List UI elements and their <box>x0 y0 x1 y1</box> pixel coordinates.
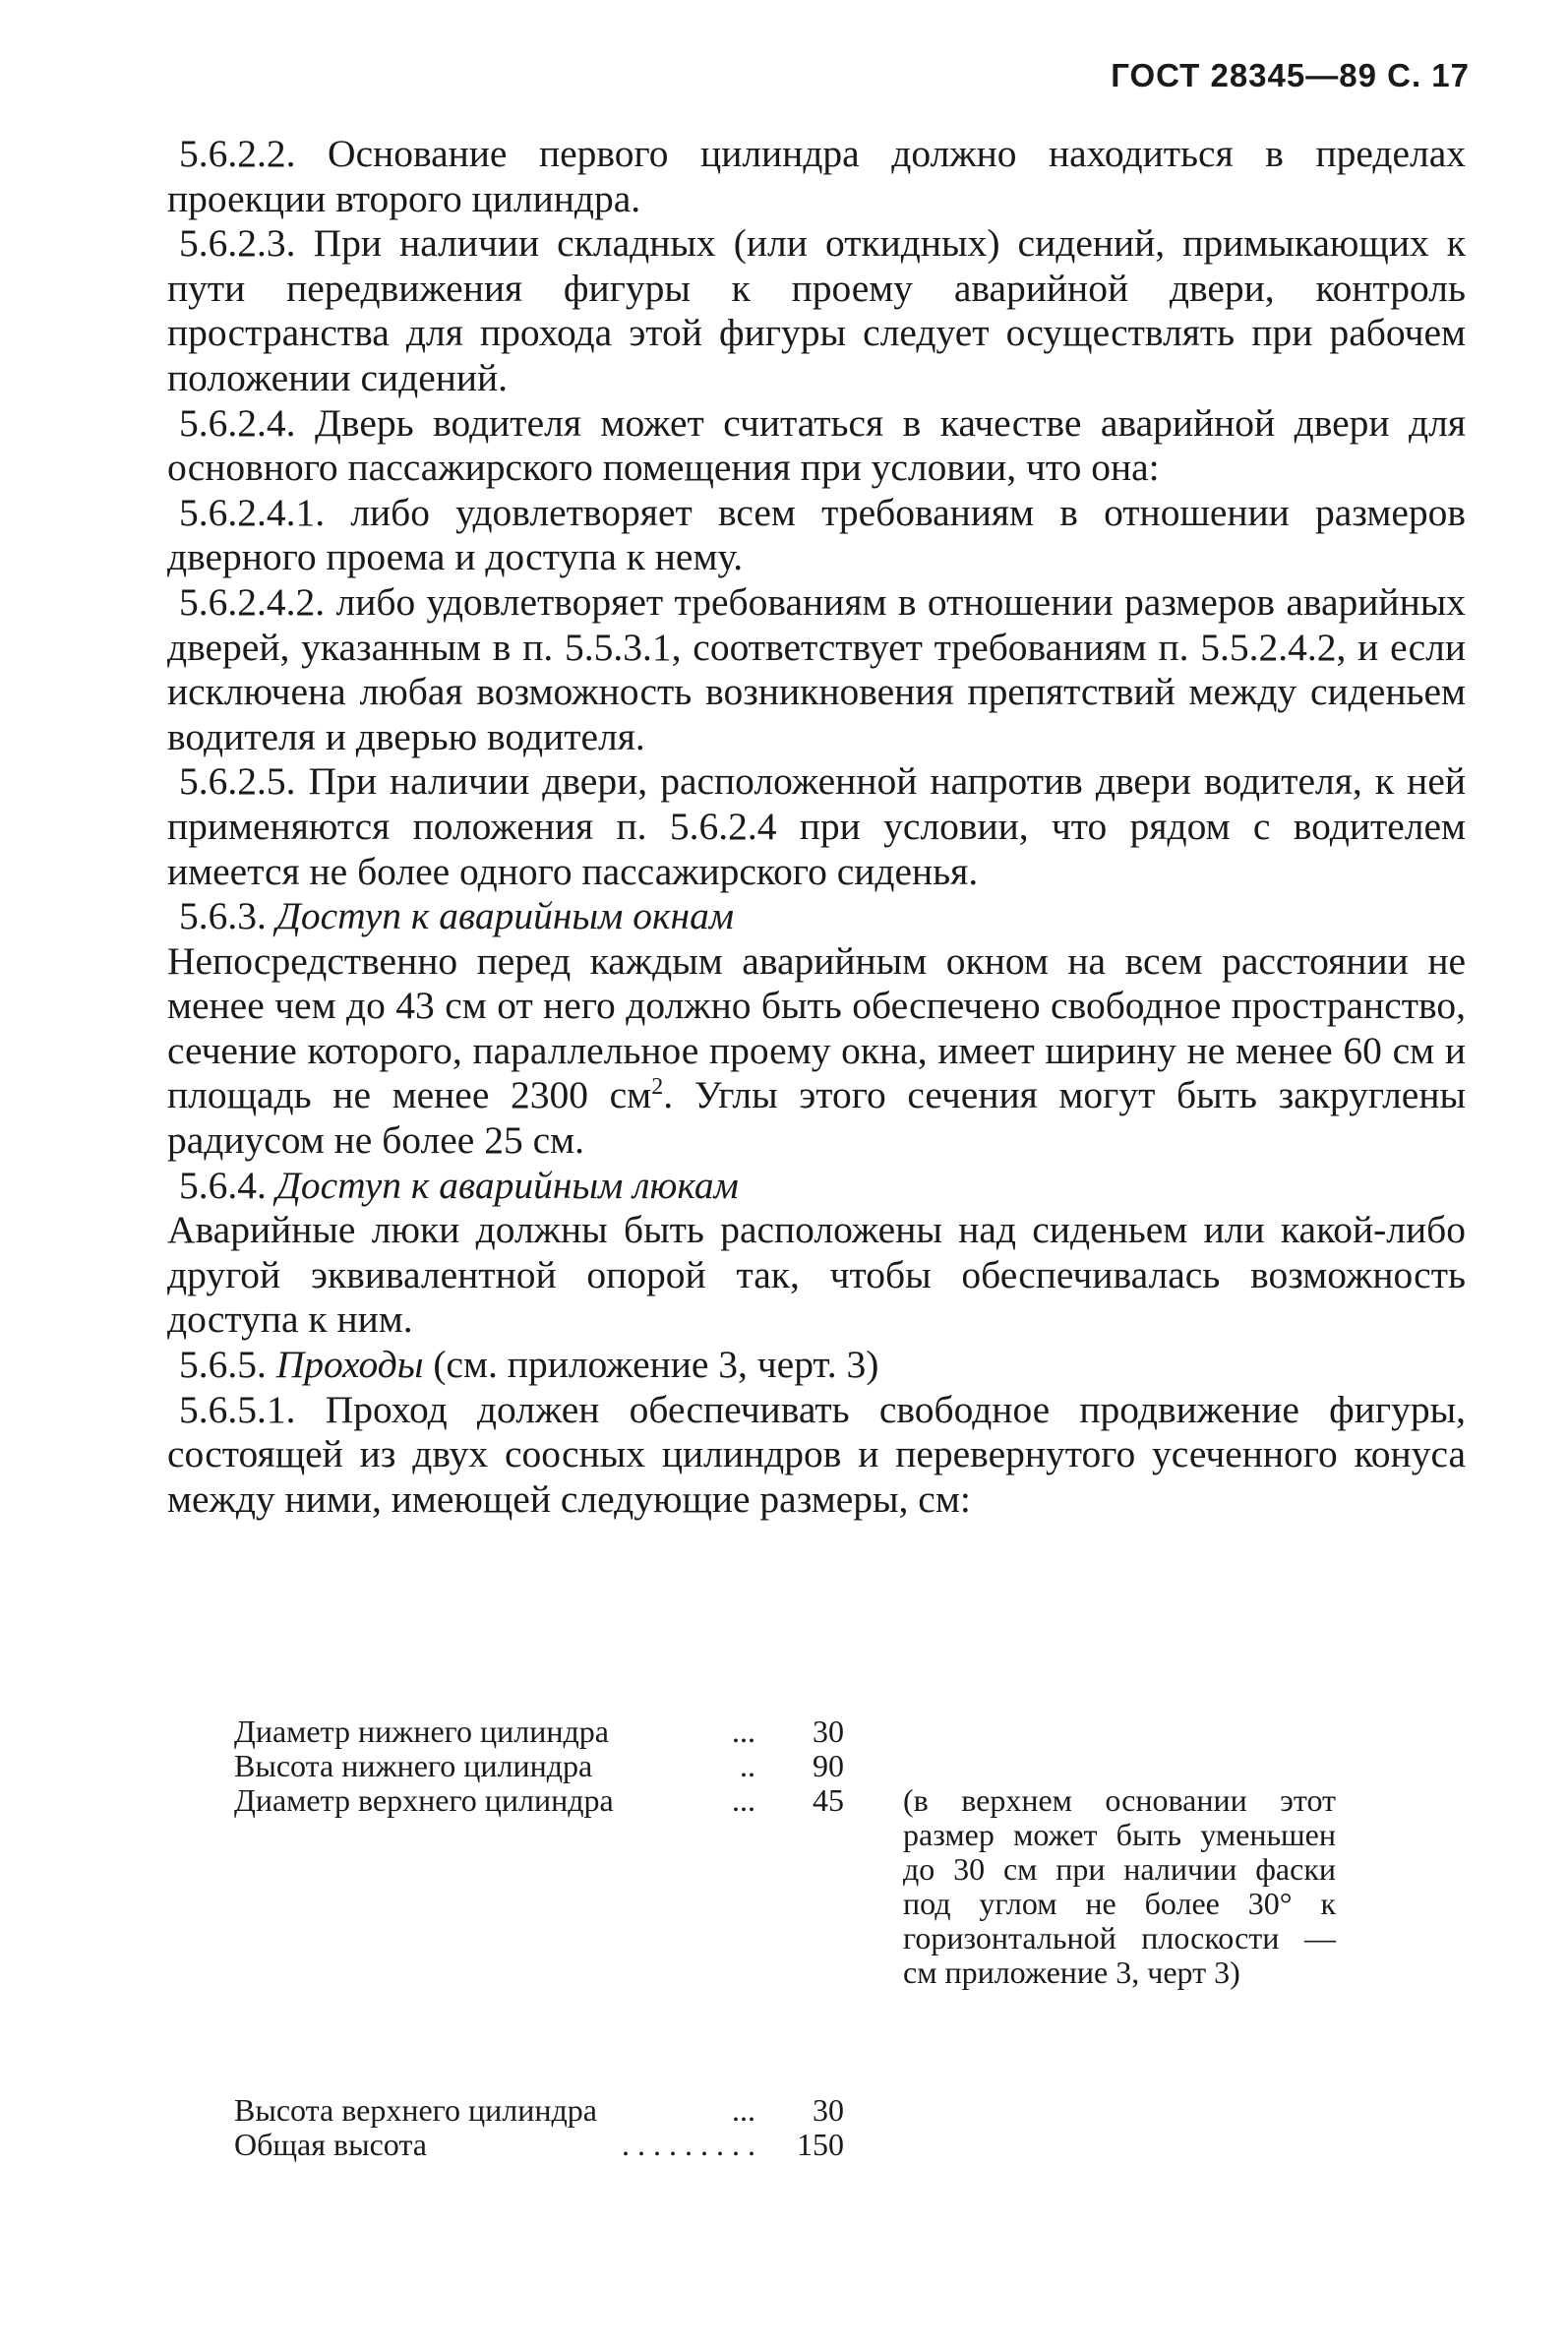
paragraph-5-6-2-4-2: 5.6.2.4.2. либо удовлетворяет требованиям в отношении размеров аварийных дверей, указанным в п. 5.5.3.1, соответствует требованиям п. 5.5.2.4.2, и если исключена любая возможность возникновения препятствий между сиденьем водителя и дверью водителя. <box>167 579 1466 758</box>
dimension-value: 150 <box>797 2127 844 2162</box>
section-number: 5.6.3. <box>179 894 267 938</box>
dimension-row <box>234 1714 1336 1749</box>
page-header: ГОСТ 28345—89 С. 17 <box>1111 57 1470 93</box>
section-number: 5.6.5. <box>179 1343 267 1387</box>
section-body-5-6-4: Аварийные люки должны быть расположены над сиденьем или какой-либо другой эквивалентной опорой так, чтобы обеспечивалась возможность доступа к ним. <box>167 1208 1466 1342</box>
section-body-text: Непосредственно перед каждым аварийным окном на всем расстоянии не менее чем до 43 см от него должно быть обеспечено свободное пространство, сечение которого, параллельное проему окна, имеет ширину не менее 60 см и площадь не менее 2300 см <box>167 938 1466 1117</box>
dimension-dots: . . . . . . . . . <box>622 2127 755 2162</box>
dimension-row <box>234 1749 1336 1783</box>
dimension-label: Диаметр верхнего цилиндра <box>234 1782 614 1818</box>
section-title: Доступ к аварийным окнам <box>275 894 735 938</box>
dimension-value: 30 <box>813 2092 844 2128</box>
dimension-note: (в верхнем основании этот размер может быть уменьшен до 30 см при наличии фаски под углом не более 30° к горизонтальной плоскости — см приложение 3, черт 3) <box>903 1782 1336 1990</box>
dimension-value: 90 <box>813 1748 844 1783</box>
section-suffix: (см. приложение 3, черт. 3) <box>433 1343 879 1387</box>
dimension-dots: ... <box>732 2092 755 2128</box>
dimension-label: Высота верхнего цилиндра <box>234 2092 597 2128</box>
dimension-dots: ... <box>732 1782 755 1818</box>
dimension-label: Диаметр нижнего цилиндра <box>234 1714 609 1749</box>
dimension-row <box>234 2093 1336 2128</box>
dimension-dots: ... <box>732 1714 755 1749</box>
paragraph-5-6-2-5: 5.6.2.5. При наличии двери, расположенной напротив двери водителя, к ней применяются положения п. 5.6.2.4 при условии, что рядом с водителем имеется не более одного пассажирского сиденья. <box>167 759 1466 893</box>
dimension-value: 30 <box>813 1714 844 1749</box>
section-body-text-end: . Углы этого сечения могут быть закруглены радиусом не более 25 см. <box>167 1073 1466 1163</box>
section-title: Доступ к аварийным люкам <box>275 1163 739 1207</box>
paragraph-5-6-2-4-1: 5.6.2.4.1. либо удовлетворяет всем требованиям в отношении размеров дверного проема и доступа к нему. <box>167 490 1466 579</box>
dimensions-list <box>234 1714 1336 2162</box>
section-heading-5-6-5 <box>167 1343 1466 1388</box>
dimension-label: Общая высота <box>234 2127 427 2162</box>
dimension-row <box>234 2128 1336 2162</box>
paragraph-5-6-2-4: 5.6.2.4. Дверь водителя может считаться в качестве аварийной двери для основного пассажирского помещения при условии, что она: <box>167 400 1466 490</box>
dimension-label: Высота нижнего цилиндра <box>234 1748 593 1783</box>
section-body-5-6-3 <box>167 939 1466 1164</box>
superscript: 2 <box>651 1074 664 1101</box>
section-heading-5-6-4 <box>167 1164 1466 1209</box>
document-body <box>167 132 1466 1522</box>
section-heading-5-6-3 <box>167 894 1466 939</box>
dimension-value: 45 <box>813 1782 844 1818</box>
paragraph-5-6-2-2: 5.6.2.2. Основание первого цилиндра должно находиться в пределах проекции второго цилиндра. <box>167 132 1466 220</box>
section-number: 5.6.4. <box>179 1163 267 1207</box>
section-title: Проходы <box>275 1343 424 1387</box>
paragraph-5-6-2-3: 5.6.2.3. При наличии складных (или откидных) сидений, примыкающих к пути передвижения фигуры к проему аварийной двери, контроль пространства для прохода этой фигуры следует осуществлять при рабочем положении сидений. <box>167 221 1466 399</box>
paragraph-5-6-5-1: 5.6.5.1. Проход должен обеспечивать свободное продвижение фигуры, состоящей из двух соосных цилиндров и перевернутого усеченного конуса между ними, имеющей следующие размеры, см: <box>167 1387 1466 1521</box>
dimension-dots: .. <box>740 1748 755 1783</box>
